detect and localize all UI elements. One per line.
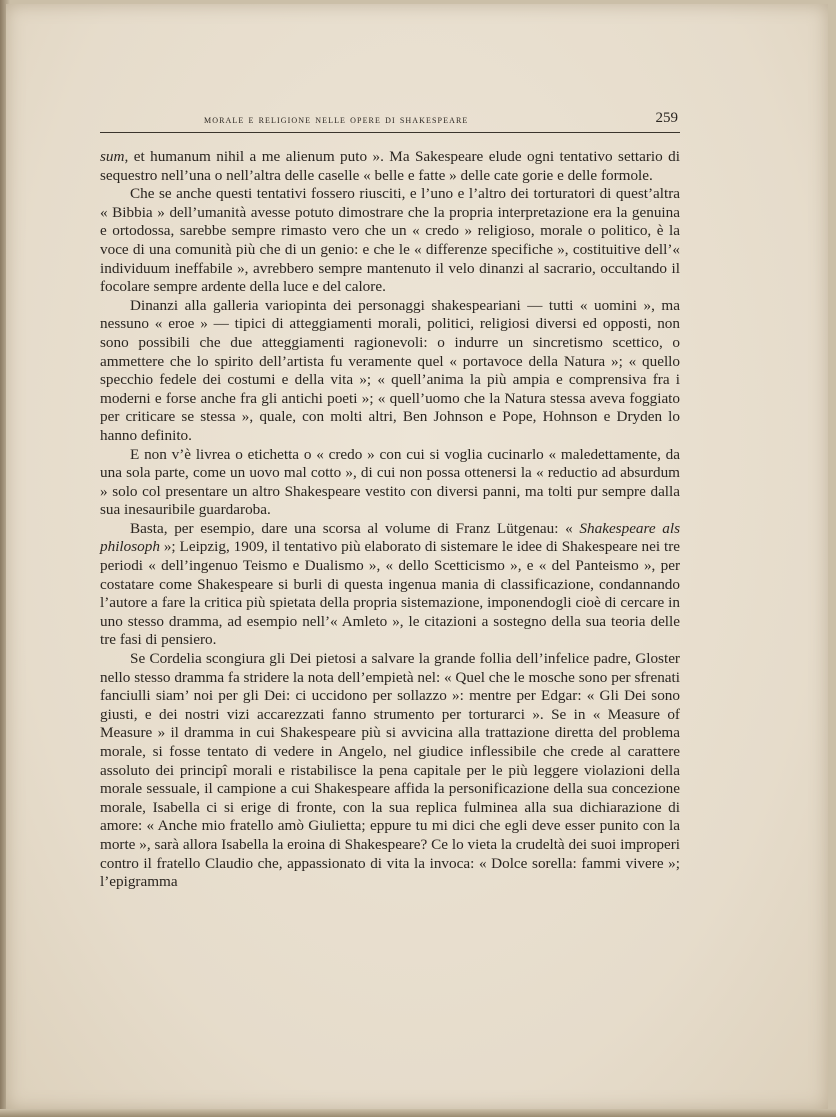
paragraph-text: Basta, per esempio, dare una scorsa al volume di Franz Lütgenau: « bbox=[130, 519, 580, 537]
paragraph bbox=[100, 297, 680, 446]
page-bottom-edge bbox=[0, 1109, 836, 1117]
paragraph-text: Dinanzi alla galleria variopinta dei personaggi shakespeariani — tutti « uomini », ma nessuno « eroe » — tipici di atteggiamenti morali, politici, religiosi diversi ed opposti, non sono possibili che due atteggiamenti ragionevoli: o indurre un sincretismo scettico, o ammettere che lo spirito dell’artista fu veramente quel « portavoce della Natura »; « quello specchio fedele dei costumi e della vita »; « quell’anima la più ampia e comprensiva fra i moderni e forse anche fra gli antichi poeti »; « quell’uomo che la Natura stessa aveva foggiato per criticare se stessa », quale, con molti altri, Ben Johnson e Pope, Hohnson e Dryden lo hanno definito. bbox=[100, 296, 680, 444]
running-header bbox=[100, 110, 680, 133]
paragraph-text: et humanum nihil a me alienum puto ». Ma Sakespeare elude ogni tentativo settario di sequestro nell’una o nell’altra delle caselle « belle e fatte » delle cate gorie e delle formole. bbox=[100, 148, 680, 184]
body-text bbox=[100, 148, 680, 892]
paragraph bbox=[100, 148, 680, 185]
paragraph bbox=[100, 520, 680, 650]
italic-text: Shakespeare als philosoph bbox=[100, 519, 680, 556]
paragraph bbox=[100, 446, 680, 520]
paragraph bbox=[100, 185, 680, 297]
paragraph-text: E non v’è livrea o etichetta o « credo » con cui si voglia cucinarlo « maledettamente, da una sola parte, come un uovo mal cotto », di cui non possa ottenersi la « reductio ad absurdum » solo col presentare un altro Shakespeare vestito con diversi panni, ma tolti pur sempre dalla sua inesauribile guardaroba. bbox=[100, 445, 680, 519]
italic-text: sum, bbox=[100, 148, 129, 165]
paragraph-text: Se Cordelia scongiura gli Dei pietosi a salvare la grande follia dell’infelice padre, Gloster nello stesso dramma fa stridere la nota dell’empietà nel: « Quel che le mosche sono per sfrenati fanciulli siam’ noi per gli Dei: ci uccidono per sollazzo »: mentre per Edgar: « Gli Dei sono giusti, e dei nostri vizi accarezzati fanno strumento per torturarci ». Se in « Measure of Measure » il dramma in cui Shakespeare più si avvicina alla trattazione diretta del problema morale, si fosse tentato di vedere in Angelo, nel giudice inflessibile che crede al carattere assoluto dei principî morali e ristabilisce la pena capitale per le più leggere violazioni della morale sessuale, il campione a cui Shakespeare affida la personificazione della sua concezione morale, Isabella ci si erige di fronte, con la sua replica fulminea alla sua dichiarazione di amore: « Anche mio fratello amò Giulietta; eppure tu mi dici che egli deve esser punito con la morte », sarà allora Isabella la eroina di Shakespeare? Ce lo vieta la crudeltà dei suoi improperi contro il fratello Claudio che, appassionato di vita la invoca: « Dolce sorella: fammi vivere »; l’epigramma bbox=[100, 650, 680, 891]
paragraph-text: Che se anche questi tentativi fossero riusciti, e l’uno e l’altro dei torturatori di quest’altra « Bibbia » dell’umanità avesse potuto dimostrare che la propria interpretazione era la genuina e ortodossa, sarebbe sempre rimasto vero che un « credo » religioso, morale o politico, è la voce di una comunità più che di un genio: e che le « differenze specifiche », costituitive dell’« individuum ineffabile », avrebbero sempre mantenuto il velo dinanzi al sacrario, occultando il focolare sempre ardente della luce e del calore. bbox=[100, 185, 680, 296]
running-title: morale e religione nelle opere di shakespeare bbox=[204, 112, 469, 126]
paragraph bbox=[100, 650, 680, 892]
page-number: 259 bbox=[655, 110, 678, 126]
paragraph-text: »; Leipzig, 1909, il tentativo più elaborato di sistemare le idee di Shakespeare nei tre periodi « dell’ingenuo Teismo e Dualismo », « dello Scetticismo », e « del Panteismo », per costatare come Shakespeare si burli di questa ingenua mania di classificazione, condannando l’autore a fare la critica più spietata della propria sistemazione, imponendogli cioè di cercare in uno stesso dramma, ad esempio nell’« Amleto », le citazioni a sostegno della sua teoria delle tre fasi di pensiero. bbox=[100, 538, 680, 649]
